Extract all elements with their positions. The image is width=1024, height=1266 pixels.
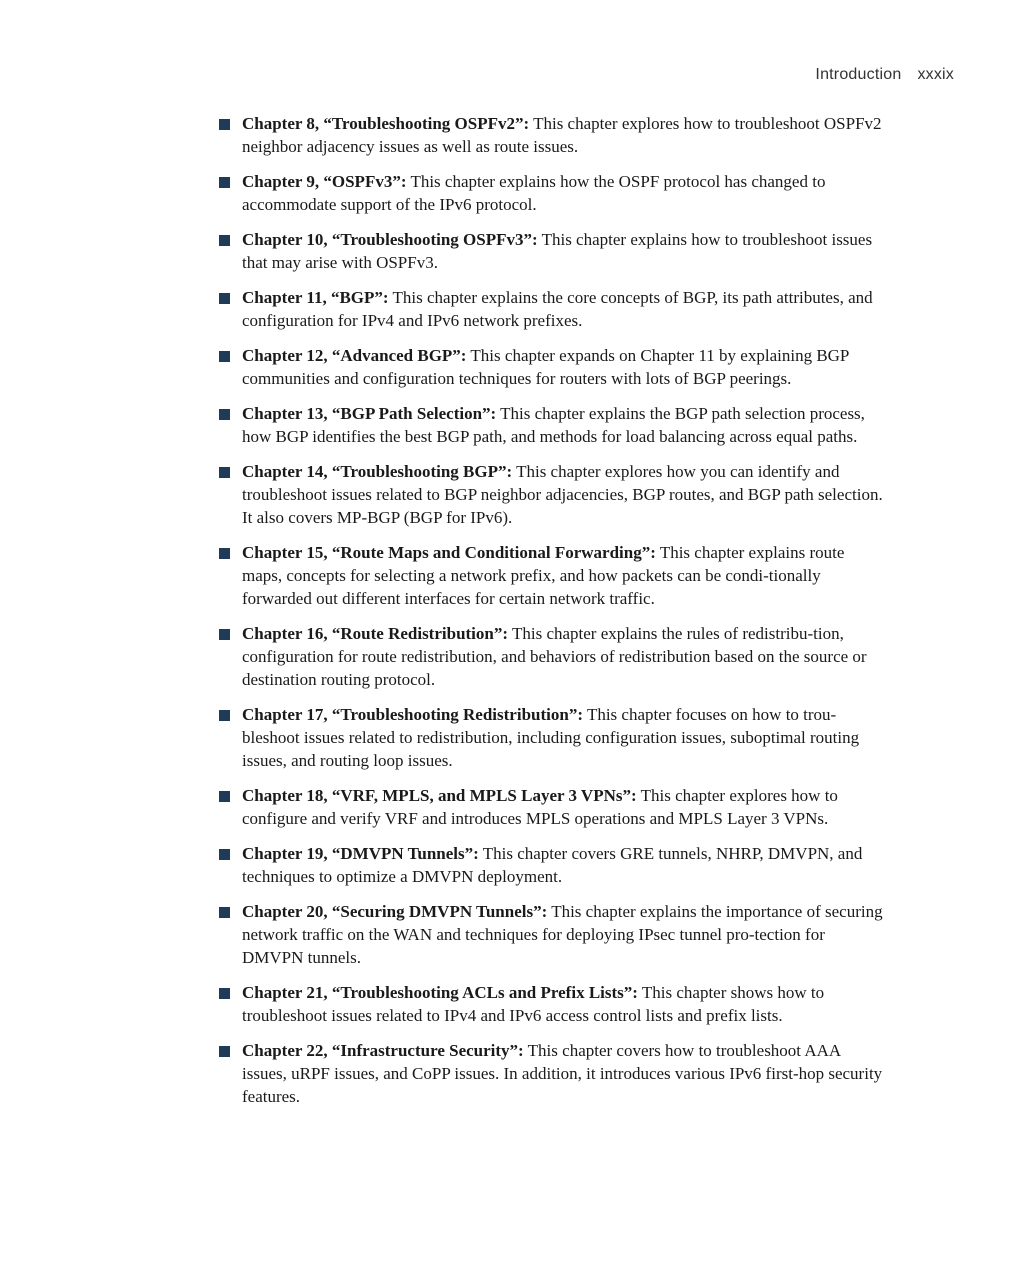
square-bullet-icon [219,1046,230,1057]
chapter-description: This chapter explains the BGP path selection process, how BGP identifies the best BGP path, and methods for load balancing across equal paths. [242,404,865,446]
chapter-description: This chapter covers how to troubleshoot AAA issues, uRPF issues, and CoPP issues. In addition, it introduces various IPv6 first-hop security features. [242,1041,883,1106]
chapter-description: This chapter explains how to troubleshoot issues that may arise with OSPFv3. [242,230,873,272]
chapter-description: This chapter explains how the OSPF protocol has changed to accommodate support of the IPv6 protocol. [242,172,826,214]
chapter-item-22 [219,1039,887,1108]
running-head-section: Introduction [815,66,902,83]
chapter-item-10 [219,228,887,274]
chapter-description: This chapter shows how to troubleshoot issues related to IPv4 and IPv6 access control lists and prefix lists. [242,983,825,1025]
square-bullet-icon [219,907,230,918]
square-bullet-icon [219,849,230,860]
chapter-description: This chapter expands on Chapter 11 by explaining BGP communities and configuration techniques for routers with lots of BGP peerings. [242,346,849,388]
chapter-item-15 [219,541,887,610]
chapter-title: Chapter 19, “DMVPN Tunnels”: [242,844,479,863]
square-bullet-icon [219,235,230,246]
chapter-title: Chapter 14, “Troubleshooting BGP”: [242,462,513,481]
running-head [815,66,954,84]
chapter-item-8 [219,112,887,158]
chapter-item-17 [219,703,887,772]
chapter-title: Chapter 10, “Troubleshooting OSPFv3”: [242,230,538,249]
chapter-item-19 [219,842,887,888]
chapter-item-20 [219,900,887,969]
chapter-item-9 [219,170,887,216]
chapter-title: Chapter 16, “Route Redistribution”: [242,624,509,643]
chapter-description: This chapter focuses on how to trou-bleshoot issues related to redistribution, including configuration issues, suboptimal routing issues, and routing loop issues. [242,705,860,770]
chapter-description: This chapter explores how to configure and verify VRF and introduces MPLS operations and MPLS Layer 3 VPNs. [242,786,838,828]
chapter-item-18 [219,784,887,830]
chapter-description: This chapter explains the importance of securing network traffic on the WAN and techniques for deploying IPsec tunnel pro-tection for DMVPN tunnels. [242,902,883,967]
chapter-description: This chapter covers GRE tunnels, NHRP, DMVPN, and techniques to optimize a DMVPN deployment. [242,844,863,886]
chapter-item-12 [219,344,887,390]
chapter-description: This chapter explores how to troubleshoot OSPFv2 neighbor adjacency issues as well as route issues. [242,114,882,156]
chapter-item-13 [219,402,887,448]
page-number: xxxix [917,66,954,83]
chapter-title: Chapter 22, “Infrastructure Security”: [242,1041,524,1060]
chapter-title: Chapter 12, “Advanced BGP”: [242,346,467,365]
chapter-description: This chapter explores how you can identify and troubleshoot issues related to BGP neighbor adjacencies, BGP routes, and BGP path selection. It also covers MP-BGP (BGP for IPv6). [242,462,883,527]
chapter-title: Chapter 21, “Troubleshooting ACLs and Prefix Lists”: [242,983,638,1002]
square-bullet-icon [219,791,230,802]
square-bullet-icon [219,351,230,362]
chapter-title: Chapter 15, “Route Maps and Conditional Forwarding”: [242,543,656,562]
square-bullet-icon [219,177,230,188]
chapter-description: This chapter explains route maps, concepts for selecting a network prefix, and how packets can be condi-tionally forwarded out different interfaces for certain network traffic. [242,543,845,608]
chapter-item-21 [219,981,887,1027]
square-bullet-icon [219,710,230,721]
chapter-title: Chapter 13, “BGP Path Selection”: [242,404,497,423]
square-bullet-icon [219,293,230,304]
square-bullet-icon [219,409,230,420]
chapter-item-16 [219,622,887,691]
chapter-description: This chapter explains the rules of redistribu-tion, configuration for route redistribution, and behaviors of redistribution based on the source or destination routing protocol. [242,624,867,689]
chapter-description: This chapter explains the core concepts of BGP, its path attributes, and configuration for IPv4 and IPv6 network prefixes. [242,288,873,330]
chapter-title: Chapter 11, “BGP”: [242,288,389,307]
chapter-title: Chapter 17, “Troubleshooting Redistribution”: [242,705,583,724]
chapter-title: Chapter 20, “Securing DMVPN Tunnels”: [242,902,548,921]
square-bullet-icon [219,119,230,130]
square-bullet-icon [219,988,230,999]
square-bullet-icon [219,629,230,640]
square-bullet-icon [219,548,230,559]
chapter-title: Chapter 8, “Troubleshooting OSPFv2”: [242,114,530,133]
chapter-title: Chapter 18, “VRF, MPLS, and MPLS Layer 3 VPNs”: [242,786,637,805]
chapter-item-14 [219,460,887,529]
chapter-title: Chapter 9, “OSPFv3”: [242,172,407,191]
chapter-item-11 [219,286,887,332]
chapter-list [219,112,887,1120]
square-bullet-icon [219,467,230,478]
